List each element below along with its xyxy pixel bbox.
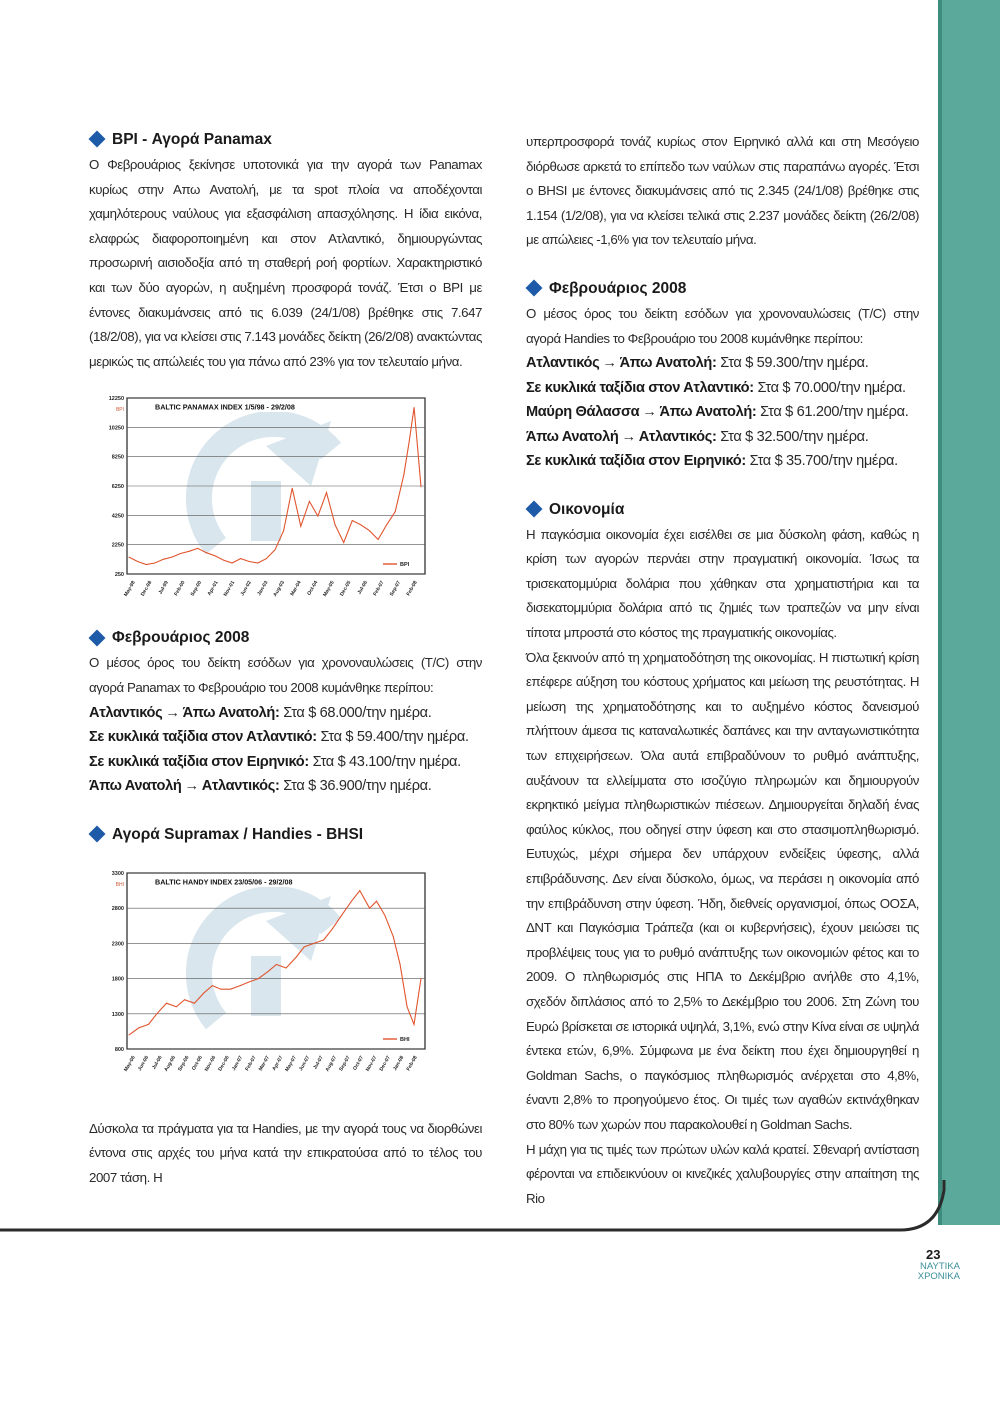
data-point	[403, 475, 404, 476]
data-point	[343, 542, 344, 543]
data-point	[166, 1002, 167, 1003]
arrow-right-icon: →	[602, 355, 617, 372]
rate-value: Στα $ 59.400/την ημέρα.	[316, 729, 469, 746]
data-point	[421, 487, 422, 488]
rate-route: Σε κυκλικά ταξίδια στον Ατλαντικό:	[526, 379, 754, 396]
x-tick-label: Jul-06	[151, 1054, 164, 1071]
x-tick-label: Sep-07	[338, 1054, 352, 1072]
data-point	[240, 985, 241, 986]
rate-line	[89, 774, 482, 799]
rate-line	[89, 701, 482, 726]
data-point	[212, 985, 213, 986]
chart-title: BALTIC HANDY INDEX 23/05/06 - 29/2/08	[155, 877, 293, 887]
x-tick-label: Jan-07	[231, 1054, 245, 1072]
x-tick-label: Feb-00	[173, 580, 187, 598]
data-point	[220, 988, 221, 989]
x-tick-label: Jul-99	[157, 580, 170, 596]
data-point	[332, 928, 333, 929]
data-point	[351, 900, 352, 901]
data-point	[341, 914, 342, 915]
data-point	[257, 563, 258, 564]
magazine-name-line2: ΧΡΟΝΙΚΑ	[917, 1271, 960, 1282]
data-point	[360, 525, 361, 526]
data-point	[369, 907, 370, 908]
x-tick-label: Aug-03	[272, 580, 287, 599]
x-tick-label: Dec-05	[338, 580, 353, 598]
data-point	[171, 557, 172, 558]
economy-paragraph-2: Όλα ξεκινούν από τη χρηματοδότηση της οικονομίας. Η πιστωτική κρίση επέφερε αύξηση του κόστους χρήματος και μείωση της ρευστότητας. Η μείωση της χρηματοδότησης και το αυξημένο κόστος δανεισμού πλήττουν άμεσα τις καταναλωτικές δαπάνες και την ανταγωνιστικότητα των επιχειρήσεων. Όλα αυτά επιβραδύνουν το ρυθμό ανάπτυξης, αυξάνουν τα ελλείμματα στο ισοζύγιο πληρωμών και δημιουργούν εκρηκτικό μείγμα πληθωριστικών πιέσεων. Δημιουργείται δηλαδή ένας φαύλος κύκλος, που οδηγεί στην ύφεση και στο στασιμοπληθωρισμό. Ευτυχώς, μέχρι σήμερα δεν υπάρχουν ενδείξεις ύφεσης, αλλά επιβράδυνσης. Δεν είναι δύσκολο, όμως, να περάσει η οικονομία από την επιβράδυνση στην ύφεση. Ήδη, διεθνείς οργανισμοί, όπως ΟΟΣΑ, ΔΝΤ και Παγκόσμια Τράπεζα (και οι κυβερνήσεις), έχουν μειώσει τις προβλέψεις τους για το ρυθμό ανάπτυξης των οικονομιών φέτος και το 2009. Ο πληθωρισμός στις ΗΠΑ το Δεκέμβριο ανήλθε στο 4,1%, σχεδόν διπλάσιος από το 2,5% το Δεκέμβριο του 2006. Στη Ζώνη του Ευρώ βρίσκεται σε ιστορικά υψηλά, 3,1%, ενώ στην Κίνα είναι σε υψηλά έντεκα ετών, 6,9%. Σύμφωνα με ένα δείκτη που έχει δημιουργηθεί η Goldman Sachs, ο παγκόσμιος πληθωρισμός ανέρχεται στο 4,8%, έναντι 2,8% το προηγούμενο έτος. Οι τιμές των αγαθών εκτινάχθηκαν στο 80% των χωρών που παρακολουθεί η Goldman Sachs.	[526, 649, 919, 1132]
data-point	[266, 558, 267, 559]
data-point	[295, 957, 296, 958]
data-point	[180, 553, 181, 554]
arrow-right-icon: →	[184, 778, 199, 795]
data-point	[359, 890, 360, 891]
page-number: 23	[926, 1247, 941, 1262]
data-point	[275, 550, 276, 551]
rate-value: Στα $ 43.100/την ημέρα.	[308, 753, 461, 770]
data-point	[232, 563, 233, 564]
x-tick-label: Jun-07	[298, 1054, 312, 1072]
bpi-heading-text: BPI - Αγορά Panamax	[112, 131, 272, 148]
rate-line	[526, 400, 919, 425]
legend-label: BHI	[400, 1036, 410, 1043]
rate-destination: Άπω Ανατολή:	[659, 404, 757, 421]
data-point	[204, 992, 205, 993]
left-column	[89, 128, 482, 1190]
x-tick-label: Jun-02	[239, 580, 253, 598]
bpi-paragraph: Ο Φεβρουάριος ξεκίνησε υποτονικά για την αγορά των Panamax κυρίως στην Απω Ανατολή, με τα spot πλοία να αποδέχονται χαμηλότερους ναύλους για εξασφάλιση απασχόλησης. Η ίδια εικόνα, ελαφρώς διαφοροποιημένη και στον Ατλαντικό, δημιουργώντας προσωρινή αισιοδοξία από τη σταθερή ροή φορτίων. Χαρακτηριστικό και των δύο αγορών, η αυξημένη προσφορά τονάζ. Έτσι ο BPI με έντονες διακυμάνσεις από τις 6.039 (24/1/08) βρέθηκε στις 7.647 (18/2/08), για να κλείσει στις 7.143 μονάδες δείκτη (26/2/08) ανακτώντας μερικώς τις απώλειές του για πάνω από 23% για τον τελευταίο μήνα.	[89, 157, 482, 369]
data-point	[129, 1034, 130, 1035]
data-point	[223, 560, 224, 561]
bpi-chart	[93, 392, 433, 612]
data-point	[214, 556, 215, 557]
rate-value: Στα $ 36.900/την ημέρα.	[279, 778, 432, 795]
rate-route: Σε κυκλικά ταξίδια στον Ειρηνικό:	[89, 753, 309, 770]
right-feb-paragraph: Ο μέσος όρος του δείκτη εσόδων για χρονοναυλώσεις (T/C) στην αγορά Handies το Φεβρουάριο του 2008 κυμάνθηκε περίπου:	[526, 305, 919, 346]
x-tick-label: May-05	[322, 580, 336, 599]
bhi-chart-svg	[93, 867, 433, 1087]
diamond-bullet-icon	[89, 825, 106, 842]
data-point	[408, 443, 409, 444]
data-point	[326, 492, 327, 493]
data-point	[323, 939, 324, 940]
data-point	[276, 964, 277, 965]
x-tick-label: Mar-07	[257, 1054, 272, 1072]
x-tick-label: Apr-01	[206, 580, 220, 598]
data-point	[156, 1013, 157, 1014]
x-tick-label: Oct-07	[352, 1054, 366, 1072]
x-tick-label: Apr-07	[271, 1054, 285, 1072]
data-point	[421, 978, 422, 979]
economy-paragraph-3: Η μάχη για τις τιμές των πρώτων υλών καλά κρατεί. Σθεναρή αντίσταση φέρονται να επιδεικνύουν οι κινεζικές χαλυβουργίες στην απαίτηση της Rio	[526, 1141, 919, 1206]
rate-line	[526, 376, 919, 401]
rate-value: Στα $ 59.300/την ημέρα.	[716, 355, 869, 372]
x-tick-label: Sep-07	[388, 580, 403, 598]
x-tick-label: Mar-04	[289, 580, 303, 598]
data-point	[393, 935, 394, 936]
data-point	[206, 553, 207, 554]
x-tick-label: Nov-01	[222, 580, 237, 598]
data-point	[146, 564, 147, 565]
left-feb-heading-text: Φεβρουάριος 2008	[112, 629, 250, 647]
x-tick-label: Jul-06	[356, 580, 369, 596]
axis-unit-label: BHI	[115, 881, 124, 888]
rate-line	[526, 449, 919, 474]
rate-line	[89, 750, 482, 775]
data-point	[249, 561, 250, 562]
data-point	[197, 548, 198, 549]
x-tick-label: Sep-06	[177, 1054, 191, 1072]
data-point	[248, 981, 249, 982]
rate-value: Στα $ 70.000/την ημέρα.	[753, 379, 906, 396]
rate-value: Στα $ 68.000/την ημέρα.	[279, 704, 432, 721]
data-point	[335, 525, 336, 526]
left-rates-list	[89, 701, 482, 799]
chart-title: BALTIC PANAMAX INDEX 1/5/98 - 29/2/08	[155, 402, 295, 412]
rate-route: Ατλαντικός	[526, 355, 600, 372]
y-tick-label: 8250	[111, 455, 124, 462]
data-point	[407, 1006, 408, 1007]
arrow-right-icon: →	[165, 704, 180, 721]
data-point	[300, 526, 301, 527]
axis-unit-label: BPI	[115, 407, 124, 414]
data-point	[378, 539, 379, 540]
data-point	[137, 561, 138, 562]
data-point	[194, 1002, 195, 1003]
data-point	[309, 501, 310, 502]
x-tick-label: Nov-07	[364, 1054, 379, 1072]
page-edge-shadow	[938, 0, 942, 1230]
y-tick-label: 2250	[111, 543, 124, 550]
rate-line	[89, 725, 482, 750]
rate-value: Στα $ 32.500/την ημέρα.	[716, 428, 869, 445]
y-tick-label: 4250	[111, 513, 124, 520]
x-tick-label: Feb-07	[244, 1054, 258, 1072]
x-tick-label: Aug-06	[163, 1054, 178, 1073]
x-tick-label: Nov-06	[203, 1054, 218, 1072]
y-tick-label: 6250	[111, 484, 124, 491]
right-column	[526, 130, 919, 1211]
rate-value: Στα $ 61.200/την ημέρα.	[756, 404, 909, 421]
data-point	[313, 942, 314, 943]
data-point	[317, 516, 318, 517]
data-point	[352, 520, 353, 521]
rate-destination: Ατλαντικός:	[201, 778, 280, 795]
data-point	[304, 946, 305, 947]
rate-destination: Άπω Ανατολή:	[182, 704, 280, 721]
data-point	[184, 999, 185, 1000]
y-tick-label: 800	[114, 1046, 124, 1053]
data-point	[176, 1006, 177, 1007]
data-point	[283, 531, 284, 532]
right-rates-list	[526, 351, 919, 474]
diamond-bullet-icon	[89, 629, 106, 646]
handies-paragraph: Δύσκολα τα πράγματα για τα Handies, με την αγορά τους να διορθώνει έντονα στις αρχές του μήνα κατά την επικρατούσα από το τέλος του 2007 τάση. Η	[89, 1120, 482, 1185]
economy-heading-text: Οικονομία	[549, 500, 625, 518]
diamond-bullet-icon	[526, 280, 543, 297]
right-feb-heading	[526, 277, 919, 301]
magazine-name-line1: ΝΑΥΤΙΚΑ	[920, 1261, 960, 1272]
left-feb-paragraph: Ο μέσος όρος του δείκτη εσόδων για χρονοναυλώσεις (T/C) στην αγορά Panamax το Φεβρουάριο του 2008 κυμάνθηκε περίπου:	[89, 655, 482, 695]
data-point	[414, 407, 415, 408]
rate-destination: Άπω Ανατολή:	[619, 355, 717, 372]
y-tick-label: 250	[114, 572, 124, 579]
arrow-right-icon: →	[621, 428, 636, 445]
data-point	[386, 525, 387, 526]
data-point	[400, 964, 401, 965]
magazine-name	[916, 1262, 960, 1282]
y-tick-label: 10250	[108, 425, 124, 432]
data-point	[286, 967, 287, 968]
economy-heading	[526, 498, 919, 522]
rate-route: Σε κυκλικά ταξίδια στον Ειρηνικό:	[526, 453, 746, 470]
data-point	[138, 1027, 139, 1028]
x-tick-label: Dec-07	[378, 1054, 392, 1072]
x-tick-label: Dec-98	[139, 580, 154, 598]
x-tick-label: Aug-07	[324, 1054, 339, 1073]
rate-line	[526, 351, 919, 376]
rate-route: Ατλαντικός	[89, 704, 163, 721]
data-point	[240, 558, 241, 559]
right-feb-heading-text: Φεβρουάριος 2008	[549, 279, 687, 297]
arrow-right-icon: →	[642, 404, 657, 421]
data-point	[148, 1023, 149, 1024]
y-tick-label: 3300	[111, 870, 124, 877]
data-point	[395, 512, 396, 513]
y-tick-label: 1300	[111, 1011, 124, 1018]
y-tick-label: 2800	[111, 905, 124, 912]
diamond-bullet-icon	[89, 131, 106, 148]
data-point	[230, 988, 231, 989]
x-tick-label: Feb-07	[372, 580, 386, 598]
rate-route: Άπω Ανατολή	[89, 778, 182, 795]
rate-value: Στα $ 35.700/την ημέρα.	[745, 453, 898, 470]
watermark-bar	[251, 481, 281, 541]
x-tick-label: May-98	[123, 580, 137, 599]
rate-destination: Ατλαντικός:	[638, 428, 717, 445]
x-tick-label: Oct-06	[190, 1054, 204, 1072]
x-tick-label: May-06	[123, 1054, 137, 1073]
data-point	[376, 900, 377, 901]
supramax-heading	[89, 823, 482, 847]
data-point	[414, 1023, 415, 1024]
data-point	[129, 557, 130, 558]
y-tick-label: 12250	[108, 396, 124, 403]
x-tick-label: Sep-00	[189, 580, 204, 598]
x-tick-label: Feb-08	[405, 580, 419, 598]
x-tick-label: Oct-04	[306, 580, 320, 597]
bpi-heading	[89, 128, 482, 152]
data-point	[163, 559, 164, 560]
y-tick-label: 1800	[111, 976, 124, 983]
data-point	[189, 551, 190, 552]
data-point	[154, 563, 155, 564]
x-tick-label: May-07	[284, 1054, 298, 1073]
supramax-heading-text: Αγορά Supramax / Handies - BHSI	[112, 825, 364, 843]
data-point	[268, 971, 269, 972]
rate-route: Μαύρη Θάλασσα	[526, 404, 640, 421]
x-tick-label: Feb-08	[405, 1054, 419, 1072]
rate-route: Άπω Ανατολή	[526, 428, 619, 445]
rate-route: Σε κυκλικά ταξίδια στον Ατλαντικό:	[89, 729, 317, 746]
x-tick-label: Jan-08	[392, 1054, 406, 1072]
x-tick-label: Dec-06	[217, 1054, 231, 1072]
bpi-chart-svg	[93, 392, 433, 612]
rate-line	[526, 425, 919, 450]
diamond-bullet-icon	[526, 501, 543, 518]
data-point	[384, 914, 385, 915]
bhi-chart	[93, 867, 433, 1087]
y-tick-label: 2300	[111, 940, 124, 947]
data-point	[369, 531, 370, 532]
data-point	[258, 978, 259, 979]
economy-paragraph-1: Η παγκόσμια οικονομία έχει εισέλθει σε μια δύσκολη φάση, καθώς η κρίση των αγορών περνάει στην πραγματική οικονομία. Ίσως τα τρισεκατομμύρια δολάρια που χάθηκαν στα χρηματιστήρια και τα δισεκατομμύρια δολάρια από τις ζημιές των τραπεζών να μην είναι τίποτα μπροστά στο κόστος της πραγματικής οικονομίας.	[526, 526, 919, 641]
bhsi-paragraph: υπερπροσφορά τονάζ κυρίως στον Ειρηνικό αλλά και στη Μεσόγειο διόρθωσε αρκετά το επίπεδο των ναύλων στις παραπάνω αγορές. Έτσι ο BHSI με έντονες διακυμάνσεις από τις 2.345 (24/1/08) βρέθηκε στις 1.154 (1/2/08), για να κλείσει τελικά στις 2.237 μονάδες δείκτη (26/2/08) με απώλειες -1,6% για τον τελευταίο μήνα.	[526, 134, 919, 248]
legend-label: BPI	[400, 562, 410, 569]
x-tick-label: Jul-07	[312, 1054, 325, 1071]
x-tick-label: Jun-06	[136, 1054, 151, 1072]
data-point	[292, 488, 293, 489]
left-feb-heading	[89, 626, 482, 650]
x-tick-label: Jan-03	[256, 580, 270, 598]
